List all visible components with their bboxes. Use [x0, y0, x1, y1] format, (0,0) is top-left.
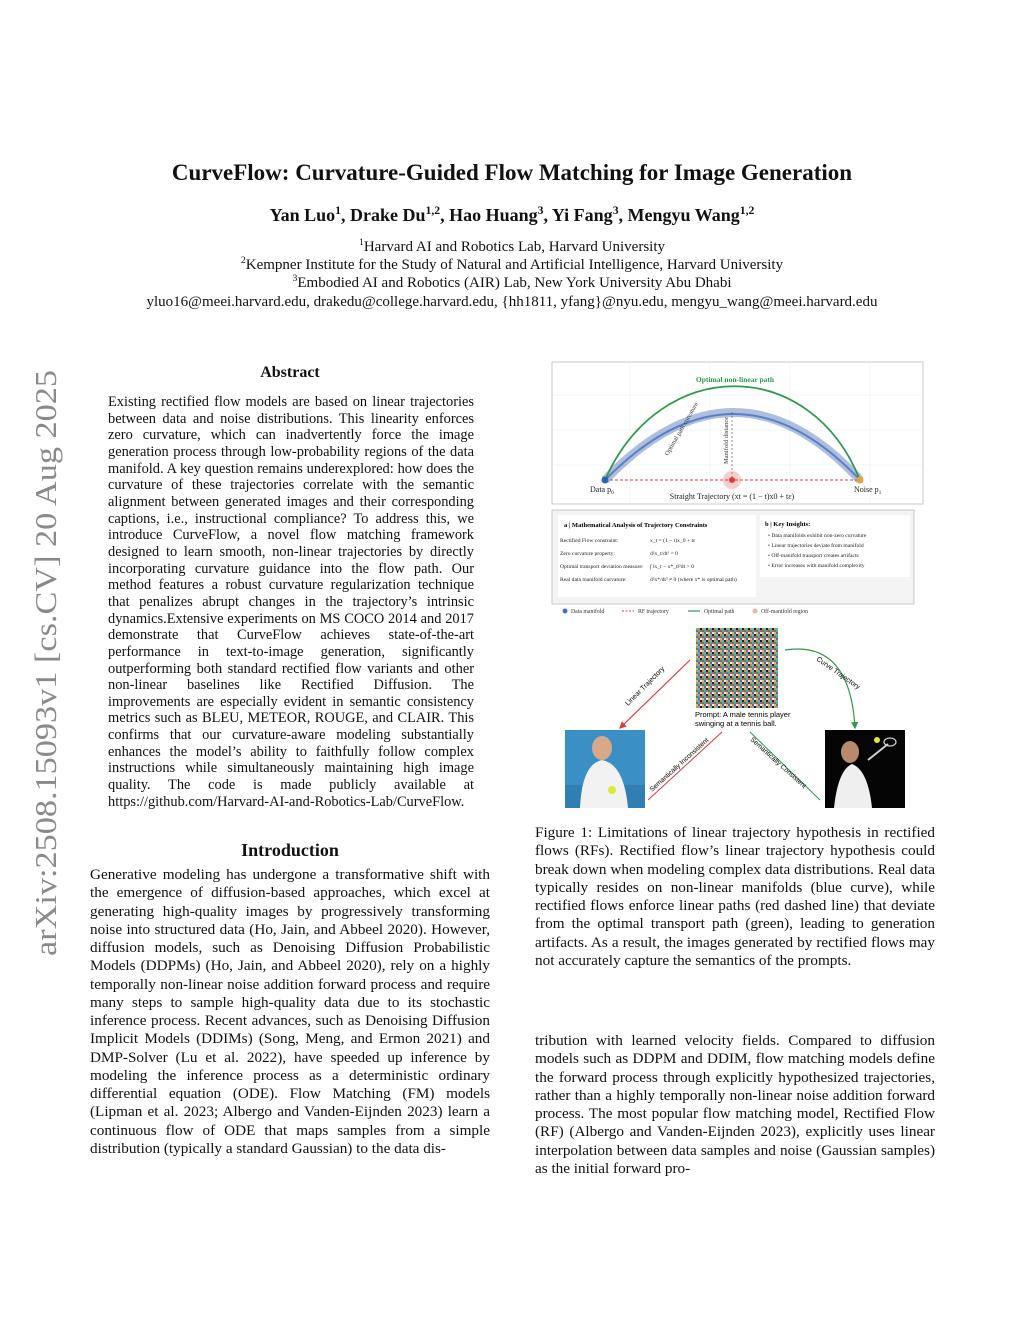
- abstract-text: Existing rectified flow models are based on linear trajectories between data and noise distributions. This linearity enforces zero curvature, which can inadvertently force the image generation process through low-probability regions of the data manifold. A key question remains underexplored: how does the curvature of these trajectories correlate with the semantic alignment between generated images and their corresponding captions, i.e., instructional compliance? To address this, we introduce CurveFlow, a novel flow matching framework designed to learn smooth, non-linear trajectories by directly incorporating curvature guidance into the flow path. Our method features a robust curvature regularization technique that penalizes abrupt changes in the trajectory’s intrinsic dynamics.Extensive experiments on MS COCO 2014 and 2017 demonstrate that CurveFlow achieves state-of-the-art performance in text-to-image generation, significantly outperforming both standard rectified flow variants and other non-linear baselines like Rectified Diffusion. The improvements are especially evident in semantic consistency metrics such as BLEU, METEOR, ROUGE, and CLAIR. This confirms that our curvature-aware modeling substantially enhances the model’s ability to faithfully follow complex instructions while simultaneously maintaining high image quality. The code is made publicly available at https://github.com/Harvard-AI-and-Robotics-Lab/CurveFlow.: [108, 394, 474, 810]
- straight-trajectory-label: Straight Trajectory (xt = (1 − t)x0 + tε): [669, 492, 795, 501]
- figure-1-svg: [550, 360, 925, 820]
- figure-1: [550, 360, 925, 820]
- inconsistent-link: [648, 732, 722, 800]
- legend-item: Optimal path: [704, 609, 735, 615]
- figure-legend: [563, 608, 809, 615]
- semantically-inconsistent-label: Semantically Inconsistent: [648, 736, 711, 794]
- author: Drake Du$^{1,2}$: [350, 204, 441, 225]
- affiliation-1: $^1$Harvard AI and Robotics Lab, Harvard University: [358, 237, 666, 255]
- panel-a-row-label: Optimal transport deviation measure:: [560, 564, 644, 570]
- prompt-line-2: swinging at a tennis ball.: [695, 719, 777, 728]
- curve-trajectory-label: Curve Trajectory: [814, 655, 861, 692]
- panel-b-item: • Linear trajectories deviate from manifold: [768, 543, 864, 549]
- noise-label: Noise $p_1$: [854, 485, 882, 496]
- legend-off-manifold-marker: [753, 609, 758, 614]
- author: Yi Fang$^3$: [551, 204, 619, 225]
- optimal-path-label: Optimal non-linear path: [695, 375, 775, 384]
- manifold-distance-label: Manifold distance: [723, 416, 730, 464]
- author-list: Yan Luo$^1$, Drake Du$^{1,2}$, Hao Huang$^3$, Yi Fang$^3$, Mengyu Wang$^{1,2}$: [269, 204, 755, 225]
- panel-a-row-formula: d²x_t/dt² = 0: [650, 551, 678, 557]
- author: Yan Luo$^1$: [269, 204, 342, 225]
- panel-b-item: • Off-manifold transport creates artifacts: [768, 553, 859, 559]
- panel-a-row-label: Rectified Flow constraint:: [560, 538, 619, 544]
- introduction-text-left: Generative modeling has undergone a transformative shift with the emergence of diffusion-based approaches, which excel at generating high-quality images by progressively transforming noise into structured data (Ho, Jain, and Abbeel 2020). However, diffusion models, such as Denoising Diffusion Probabilistic Models (DDPMs) (Ho, Jain, and Abbeel 2020), rely on a highly temporally non-linear noise addition forward process and require many steps to sample high-quality data due to its stochastic inference process. Recent advances, such as Denoising Diffusion Implicit Models (DDIMs) (Song, Meng, and Ermon 2021) and DMP-Solver (Lu et al. 2022), have speeded up inference by modeling the inference process as a deterministic ordinary differential equation (ODE). Flow Matching (FM) models (Lipman et al. 2023; Albergo and Vanden-Eijnden 2023) learn a continuous flow of ODE that maps samples from a simple distribution (typically a standard Gaussian) to the data dis-: [90, 866, 490, 1157]
- linear-trajectory-arrow: [620, 660, 690, 728]
- prompt-line-1: Prompt: A male tennis player: [695, 710, 791, 719]
- generated-image-curveflow: [825, 730, 905, 808]
- panel-b-item: • Data manifolds exhibit non-zero curvature: [768, 533, 867, 539]
- data-point: [602, 477, 609, 484]
- affiliation-2: $^2$Kempner Institute for the Study of Natural and Artificial Intelligence, Harvard University: [240, 255, 784, 273]
- panel-b-item: • Error increases with manifold complexity: [768, 563, 865, 569]
- semantically-consistent-label: Semantically Consistent: [748, 736, 808, 791]
- arxiv-sidebar-svg: [18, 368, 68, 958]
- panel-a-title: a | Mathematical Analysis of Trajectory Constraints: [564, 522, 708, 529]
- legend-item: Data manifold: [571, 609, 605, 615]
- noise-image: [696, 628, 778, 708]
- introduction-heading: Introduction: [241, 840, 339, 860]
- panel-a-row-formula: x_t = (1 − t)x_0 + tε: [650, 538, 696, 544]
- introduction-text-right: tribution with learned velocity fields. Compared to diffusion models such as DDPM and DDIM, flow matching models define the forward process through explicitly hypothesized trajectories, rather than a highly temporally non-linear noise addition forward process. The most popular flow matching model, Rectified Flow (RF) (Albergo and Vanden-Eijnden 2023), explicitly uses linear interpolation between data samples and noise (Gaussian samples) as the initial forward pro-: [535, 1032, 935, 1177]
- figure-1-caption: Figure 1: Limitations of linear trajectory hypothesis in rectified flows (RFs). Rectified flow’s linear trajectory hypothesis could break down when modeling complex data distributions. Real data typically resides on non-linear manifolds (blue curve), while rectified flows enforce linear paths (red dashed line) that deviate from the optimal transport path (green), leading to generation artifacts. As a result, the images generated by rectified flows may not accurately capture the semantics of the prompts.: [535, 824, 935, 969]
- paper-title: CurveFlow: Curvature-Guided Flow Matching for Image Generation: [171, 160, 853, 185]
- panel-a-row-formula: d²x*/dt² ≠ 0 (where x* is optimal path): [650, 577, 737, 583]
- legend-data-manifold-marker: [563, 609, 568, 614]
- panel-b-title: b | Key Insights:: [765, 521, 811, 528]
- curvature-label: Optimal path curvature: [663, 401, 700, 457]
- abstract-heading: Abstract: [260, 364, 320, 381]
- legend-item: RF trajectory: [638, 609, 669, 615]
- author-emails: yluo16@meei.harvard.edu, drakedu@college.harvard.edu, {hh1811, yfang}@nyu.edu, mengyu_wang@meei.harvard.edu: [146, 294, 878, 310]
- linear-trajectory-label: Linear Trajectory: [624, 665, 667, 708]
- panel-a-row-label: Zero curvature property:: [560, 551, 615, 557]
- generated-image-rf: [565, 730, 645, 808]
- data-label: Data $p_0$: [590, 485, 614, 496]
- off-manifold-point: [729, 477, 735, 483]
- panel-a-row-formula: ∫ ‖x_t − x*_t‖²dt > 0: [650, 564, 694, 570]
- affiliation-3: $^3$Embodied AI and Robotics (AIR) Lab, New York University Abu Dhabi: [292, 273, 732, 291]
- legend-item: Off-manifold region: [761, 609, 809, 615]
- arxiv-sidebar: [18, 368, 68, 958]
- noise-point: [857, 477, 864, 484]
- author: Hao Huang$^3$: [449, 204, 544, 225]
- author: Mengyu Wang$^{1,2}$: [627, 204, 755, 225]
- arxiv-id: arXiv:2508.15093v1 [cs.CV] 20 Aug 2025: [28, 425, 63, 956]
- panel-a-row-label: Real data manifold curvature:: [560, 577, 627, 583]
